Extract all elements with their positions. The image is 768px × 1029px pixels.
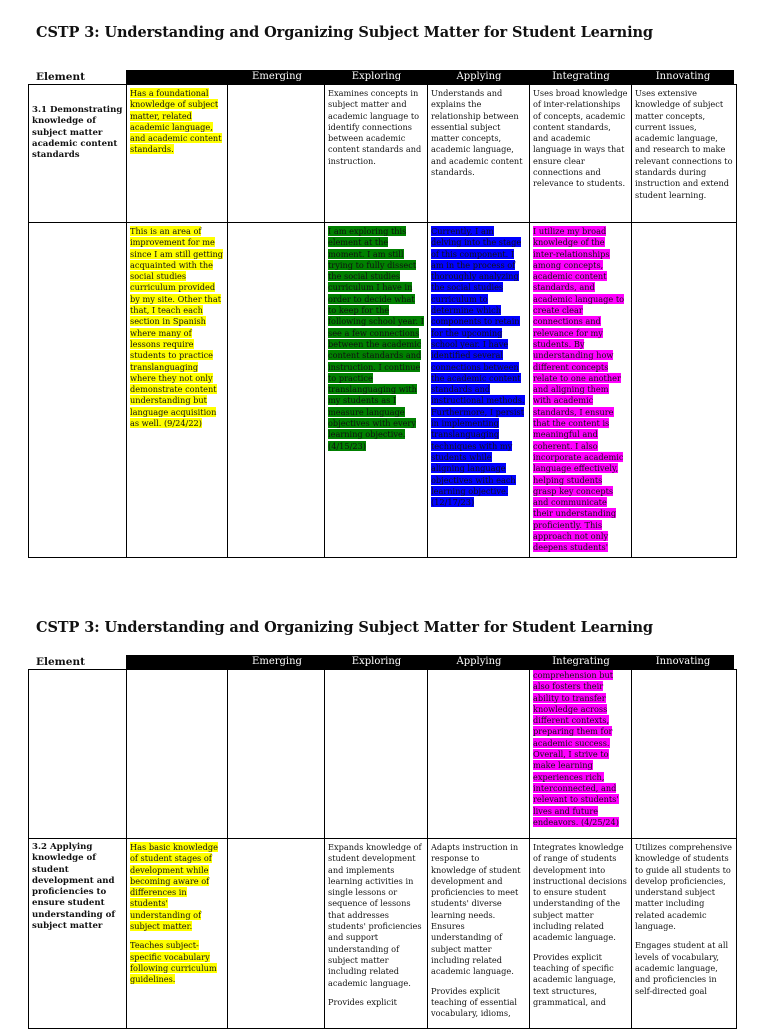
empty-cell bbox=[29, 223, 127, 558]
header-applying: Applying bbox=[456, 656, 502, 667]
emerging-descriptor-vocab-text: Teaches subject-specific vocabulary following curriculum guidelines. bbox=[130, 940, 217, 985]
empty-cell bbox=[228, 223, 325, 558]
integrating-descriptor bbox=[530, 839, 632, 1029]
integrating-descriptor: Uses broad knowledge of inter-relationships of concepts, academic content standards, and academic language in ways that ensure clear connections and relevance to students. bbox=[530, 85, 632, 223]
empty-cell bbox=[228, 85, 325, 223]
header-integrating: Integrating bbox=[552, 71, 610, 82]
level-header-bar-2 bbox=[126, 655, 734, 670]
exploring-descriptor: Examines concepts in subject matter and academic language to identify connections between academic content standards and instruction. bbox=[325, 85, 428, 223]
applying-descriptor-text: Adapts instruction in response to knowledge of student development and proficiencies to meet students' diverse learning needs. Ensures understanding of subject matter including related academic language. bbox=[431, 842, 521, 977]
header-innovating: Innovating bbox=[655, 71, 711, 82]
header-exploring: Exploring bbox=[351, 656, 402, 667]
reflection-integrating bbox=[530, 223, 632, 558]
header-emerging: Emerging bbox=[252, 656, 302, 667]
table-row bbox=[29, 670, 737, 839]
element-column-label: Element bbox=[36, 71, 85, 83]
empty-cell bbox=[127, 670, 228, 839]
applying-descriptor-b: Provides explicit teaching of essential vocabulary, idioms, bbox=[431, 985, 517, 1019]
reflection-integrating-cont-text: comprehension but also fosters their ability to transfer knowledge across different contexts, preparing them for academic success. Overall, I strive to make learning experiences rich, interconnected, and relevant to students' lives and future endeavors. (4/25/24) bbox=[533, 670, 619, 827]
header-exploring: Exploring bbox=[351, 71, 402, 82]
element-column-label-2: Element bbox=[36, 656, 85, 668]
header-integrating: Integrating bbox=[552, 656, 610, 667]
exploring-descriptor-b: Provides explicit bbox=[328, 996, 397, 1007]
reflection-applying bbox=[428, 223, 530, 558]
header-emerging: Emerging bbox=[252, 71, 302, 82]
innovating-descriptor-b: Engages student at all levels of vocabulary, academic language, and proficiencies in self-directed goal bbox=[635, 940, 729, 996]
empty-cell bbox=[228, 670, 325, 839]
integrating-descriptor-text: Integrates knowledge of range of students development into instructional decisions to ensure student understanding of the subject matter including related academic language. bbox=[533, 842, 627, 943]
reflection-integrating-text: I utilize my broad knowledge of the inter-relationships among concepts, academic content standards, and academic language to create clear connections and relevance for my students. By understanding how different concepts relate to one another and aligning them with academic standards, I ensure that the content is meaningful and coherent. I also incorporate academic language effectively, helping students grasp key concepts and communicate their understanding proficiently. This approach not only deepens students' bbox=[533, 226, 625, 553]
reflection-emerging-text: This is an area of improvement for me since I am still getting acquainted with the social studies curriculum provided by my site. Other that that, I teach each section in Spanish where many of lessons require students to practice translanguaging where they not only demonstrate content understanding but language acquisition as well. (9/24/22) bbox=[130, 226, 223, 429]
table-row bbox=[29, 839, 737, 1029]
reflection-emerging bbox=[127, 223, 228, 558]
applying-descriptor: Understands and explains the relationship between essential subject matter concepts, academic language, and academic content standards. bbox=[428, 85, 530, 223]
reflection-exploring bbox=[325, 223, 428, 558]
page-title-2: CSTP 3: Understanding and Organizing Subject Matter for Student Learning bbox=[36, 619, 653, 636]
header-innovating: Innovating bbox=[655, 656, 711, 667]
exploring-descriptor-text: Expands knowledge of student development and implements learning activities in single lessons or sequence of lessons that addresses students' proficiencies and support understanding of subject matter including related academic language. bbox=[328, 842, 422, 988]
empty-cell bbox=[428, 670, 530, 839]
empty-cell bbox=[632, 223, 737, 558]
emerging-descriptor-text: Has a foundational knowledge of subject matter, related academic language, and academic content standards. bbox=[130, 88, 222, 155]
emerging-descriptor bbox=[127, 839, 228, 1029]
innovating-descriptor bbox=[632, 839, 737, 1029]
emerging-descriptor-vocab bbox=[130, 940, 224, 985]
element-3-1: 3.1 Demonstrating knowledge of subject matter academic content standards bbox=[29, 85, 127, 223]
element-3-2: 3.2 Applying knowledge of student development and proficiencies to ensure student understanding of subject matter bbox=[29, 839, 127, 1029]
rubric-table-page2 bbox=[28, 669, 737, 1029]
empty-cell bbox=[228, 839, 325, 1029]
empty-cell bbox=[29, 670, 127, 839]
reflection-integrating-cont bbox=[530, 670, 632, 839]
rubric-table-page1 bbox=[28, 84, 737, 558]
reflection-exploring-text: I am exploring this element at the moment. I am still trying to fully dissect the social studies curriculum I have in order to decide what to keep for the following school year. I see a few connections between the academic content standards and instruction. I continue to practice translanguaging with my students as I measure language objectives with every learning objective. (4/15/23) bbox=[328, 226, 424, 451]
applying-descriptor bbox=[428, 839, 530, 1029]
table-row bbox=[29, 85, 737, 223]
level-header-bar bbox=[126, 70, 734, 85]
empty-cell bbox=[632, 670, 737, 839]
header-applying: Applying bbox=[456, 71, 502, 82]
integrating-descriptor-b: Provides explicit teaching of specific academic language, text structures, grammatical, and bbox=[533, 951, 616, 1007]
page-title: CSTP 3: Understanding and Organizing Subject Matter for Student Learning bbox=[36, 24, 653, 41]
innovating-descriptor: Uses extensive knowledge of subject matter concepts, current issues, academic language, and research to make relevant connections to standards during instruction and extend student learning. bbox=[632, 85, 737, 223]
reflection-applying-text: Currently, I am delving into the stage of this component. I am in the process of thoroughly analyzing the social studies curriculum to determine which components to retain for the upcoming school year. I have identified several connections between the academic content standards and instructional methods. Furthermore, I persist in implementing translanguaging techniques with my students while aligning language objectives with each learning objective. (12/17/23) bbox=[431, 226, 525, 508]
emerging-descriptor bbox=[127, 85, 228, 223]
exploring-descriptor bbox=[325, 839, 428, 1029]
innovating-descriptor-text: Utilizes comprehensive knowledge of students to guide all students to develop proficiencies, understand subject matter including related academic language. bbox=[635, 842, 732, 932]
emerging-descriptor-text: Has basic knowledge of student stages of development while becoming aware of differences in students' understanding of subject matter. bbox=[130, 842, 218, 932]
table-row bbox=[29, 223, 737, 558]
empty-cell bbox=[325, 670, 428, 839]
